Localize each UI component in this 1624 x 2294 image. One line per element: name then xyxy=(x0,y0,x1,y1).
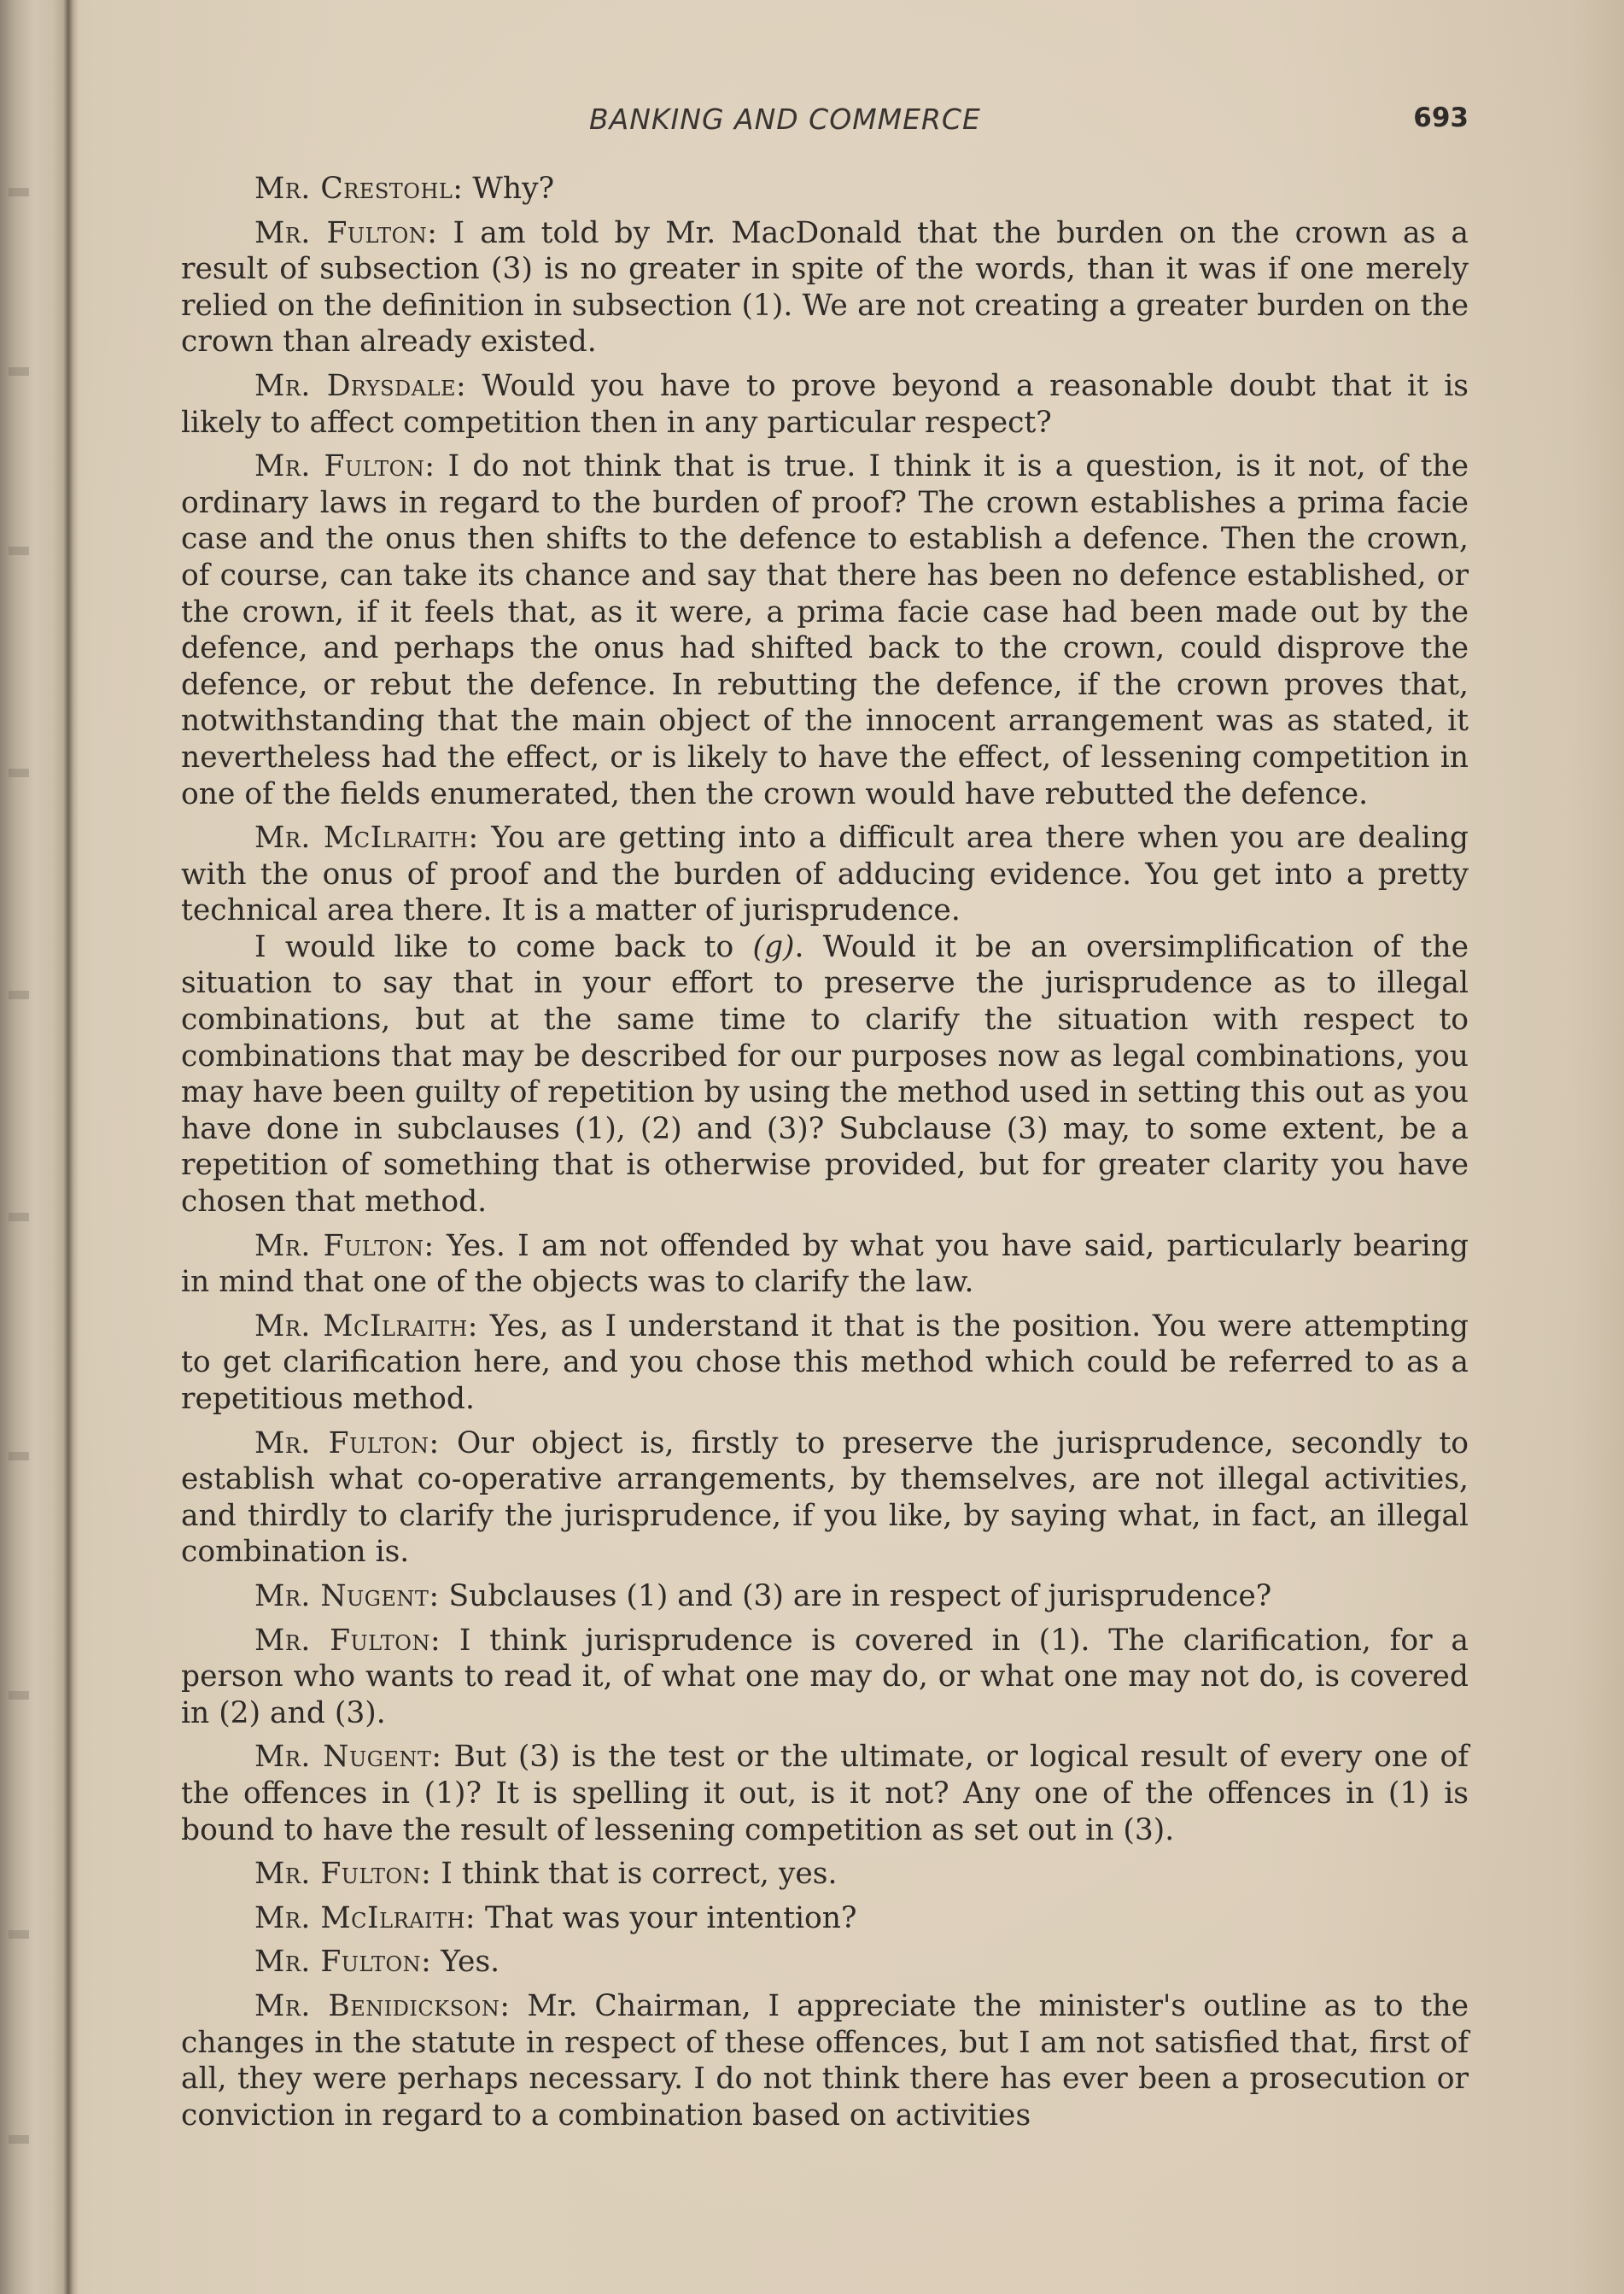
paragraph xyxy=(181,1739,1469,1848)
paragraph xyxy=(181,1228,1469,1301)
spine-mark xyxy=(9,991,29,999)
paragraph xyxy=(181,929,1469,1220)
paragraph xyxy=(181,1944,1469,1981)
spine-mark xyxy=(9,769,29,777)
paragraph-text: That was your intention? xyxy=(476,1900,857,1935)
speaker-name: Mr. McIlraith: xyxy=(254,1308,478,1343)
paragraph xyxy=(181,215,1469,360)
speaker-name: Mr. Benidickson: xyxy=(254,1988,511,2023)
speaker-name: Mr. Fulton: xyxy=(254,215,438,250)
paragraph xyxy=(181,448,1469,812)
paragraph xyxy=(181,1425,1469,1571)
paragraph-text: I think that is correct, yes. xyxy=(431,1857,838,1892)
spine-mark xyxy=(9,1930,29,1939)
paragraph-text: Yes. xyxy=(431,1945,500,1980)
spine-mark xyxy=(9,1213,29,1221)
clause-reference: (g) xyxy=(752,929,795,964)
book-spine xyxy=(0,0,79,2294)
speaker-name: Mr. Crestohl: xyxy=(254,172,464,206)
page-number: 693 xyxy=(1413,102,1469,133)
paragraph-text: I think jurisprudence is covered in (1). The clarification, for a person who wants to read it, of what one may do, or what one may not do, is covered in (2) and (3). xyxy=(181,1623,1469,1730)
paragraph xyxy=(181,820,1469,929)
paragraph xyxy=(181,1308,1469,1418)
spine-mark xyxy=(9,188,29,196)
paragraph xyxy=(181,1623,1469,1732)
speaker-name: Mr. Fulton: xyxy=(254,1945,432,1980)
speaker-name: Mr. Fulton: xyxy=(254,1623,441,1658)
paragraph-text: You are getting into a difficult area there when you are dealing with the onus of proof and the burden of adducing evidence. You get into a pretty technical area there. It is a matter of jurisprudence. xyxy=(181,821,1469,928)
speaker-name: Mr. Fulton: xyxy=(254,1425,440,1460)
page-header xyxy=(589,102,1469,145)
paragraph-text: But (3) is the test or the ultimate, or logical result of every one of the offences in (1)? It is spelling it out, is it not? Any one of the offences in (1) is bound to have the result of lessening competition as set out in (3). xyxy=(181,1740,1469,1847)
speaker-name: Mr. McIlraith: xyxy=(254,821,479,856)
speaker-name: Mr. Fulton: xyxy=(254,1228,435,1263)
page-body xyxy=(181,171,1469,2141)
speaker-name: Mr. Nugent: xyxy=(254,1578,440,1613)
paragraph-text: Yes, as I understand it that is the position. You were attempting to get clarification here, and you chose this method which could be referred to as a repetitious method. xyxy=(181,1308,1469,1416)
paragraph xyxy=(181,1988,1469,2133)
paragraph-text: Yes. I am not offended by what you have said, particularly bearing in mind that one of the objects was to clarify the law. xyxy=(181,1228,1469,1300)
paragraph xyxy=(181,1900,1469,1937)
spine-mark xyxy=(9,547,29,555)
paragraph-text: Subclauses (1) and (3) are in respect of jurisprudence? xyxy=(439,1578,1272,1613)
paragraph-text: Our object is, firstly to preserve the jurisprudence, secondly to establish what co-operative arrangements, by themselves, are not illegal activities, and thirdly to clarify the jurisprudence, if you like, by saying what, in fact, an illegal combination is. xyxy=(181,1425,1469,1570)
paragraph-text: I would like to come back to xyxy=(254,929,753,964)
paragraph xyxy=(181,1578,1469,1615)
speaker-name: Mr. McIlraith: xyxy=(254,1900,476,1935)
speaker-name: Mr. Fulton: xyxy=(254,1857,432,1892)
paragraph-text: I do not think that is true. I think it is a question, is it not, of the ordinary laws in regard to the burden of proof? The crown establishes a prima facie case and the onus then shifts to the defence to establish a defence. Then the crown, of course, can take its chance and say that there has been no defence established, or the crown, if it feels that, as it were, a prima facie case had been made out by the defence, and perhaps the onus had shifted back to the crown, could disprove the defence, or rebut the defence. In rebutting the defence, if the crown proves that, notwithstanding that the main object of the innocent arrangement was as stated, it nevertheless had the effect, or is likely to have the effect, of lessening competition in one of the fields enumerated, then the crown would have rebutted the defence. xyxy=(181,449,1469,811)
paragraph xyxy=(181,1856,1469,1893)
paragraph-text: Why? xyxy=(463,172,555,206)
spine-mark xyxy=(9,1452,29,1460)
speaker-name: Mr. Drysdale: xyxy=(254,368,467,403)
paragraph-text: Mr. Chairman, I appreciate the minister's outline as to the changes in the statute in respect of these offences, but I am not satisfied that, first of all, they were perhaps necessary. I do not think there has ever been a prosecution or conviction in regard to a combination based on activities xyxy=(181,1988,1469,2133)
paragraph-text: Would you have to prove beyond a reasonable doubt that it is likely to affect competition then in any particular respect? xyxy=(181,368,1469,440)
spine-mark xyxy=(9,367,29,376)
paragraph xyxy=(181,171,1469,208)
speaker-name: Mr. Nugent: xyxy=(254,1740,442,1775)
spine-mark xyxy=(9,1691,29,1700)
paragraph xyxy=(181,368,1469,441)
speaker-name: Mr. Fulton: xyxy=(254,449,435,484)
paragraph-text: I am told by Mr. MacDonald that the burden on the crown as a result of subsection (3) is no greater in spite of the words, than it was if one merely relied on the definition in subsection (1). We are not creating a greater burden on the crown than already existed. xyxy=(181,215,1469,360)
running-head: BANKING AND COMMERCE xyxy=(589,102,981,136)
paragraph-text: . Would it be an oversimplification of the situation to say that in your effort to preserve the jurisprudence as to illegal combinations, but at the same time to clarify the situation with respect to combinations that may be described for our purposes now as legal combinations, you may have been guilty of repetition by using the method used in setting this out as you have done in subclauses (1), (2) and (3)? Subclause (3) may, to some extent, be a repetition of something that is otherwise provided, but for greater clarity you have chosen that method. xyxy=(181,929,1469,1220)
spine-mark xyxy=(9,2135,29,2144)
